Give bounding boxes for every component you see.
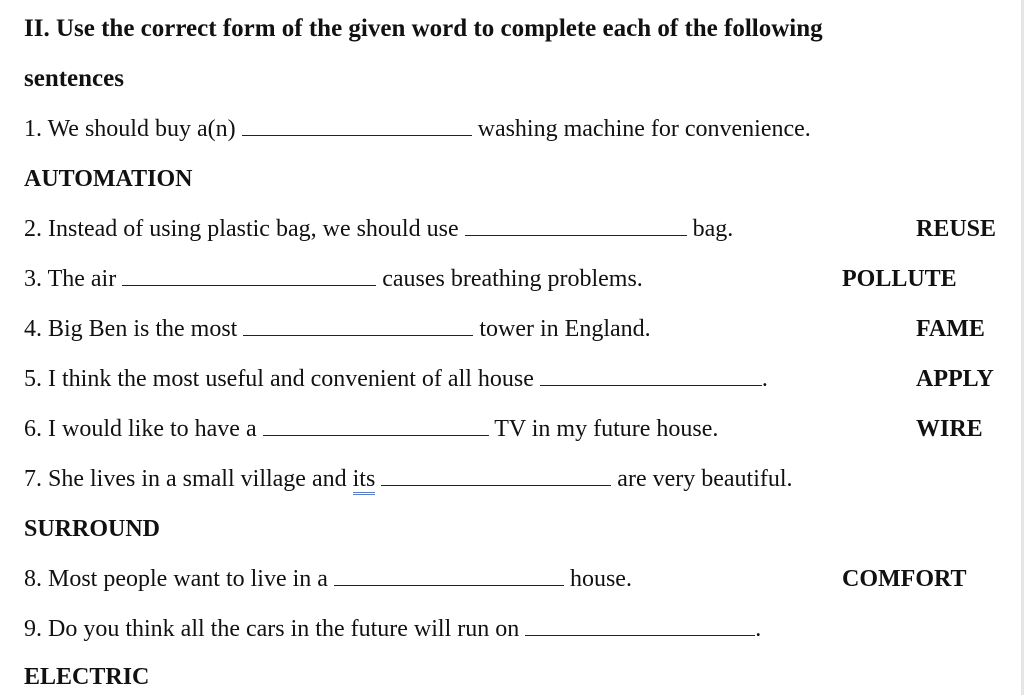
answer-blank[interactable] [540, 365, 762, 386]
instruction-heading-continued: sentences [24, 65, 124, 92]
question-3 [24, 264, 643, 294]
answer-blank[interactable] [243, 315, 473, 336]
question-number: 1. [24, 116, 42, 142]
question-text-after: causes breathing problems. [382, 266, 643, 292]
question-4 [24, 314, 651, 344]
question-5 [24, 364, 768, 394]
question-text-after: tower in England. [479, 316, 651, 342]
answer-blank[interactable] [525, 615, 755, 636]
question-text-before: Most people want to live in a [48, 566, 328, 592]
question-number: 8. [24, 566, 42, 592]
question-8 [24, 564, 632, 594]
question-number: 2. [24, 216, 42, 242]
question-number: 7. [24, 466, 42, 492]
question-7 [24, 464, 793, 494]
question-text-before: The air [47, 266, 117, 292]
question-text-before: We should buy a(n) [47, 116, 236, 142]
question-text-after: house. [569, 566, 632, 592]
question-text-before: Do you think all the cars in the future will run on [48, 616, 520, 642]
question-9 [24, 614, 761, 644]
keyword-8: COMFORT [842, 566, 967, 592]
keyword-3: POLLUTE [842, 266, 957, 292]
answer-blank[interactable] [465, 215, 687, 236]
question-text-before: I would like to have a [48, 416, 257, 442]
answer-blank[interactable] [381, 465, 611, 486]
question-text-after: washing machine for convenience. [477, 116, 811, 142]
keyword-2: REUSE [916, 216, 997, 242]
question-text-before: Instead of using plastic bag, we should use [48, 216, 459, 242]
question-text-after: are very beautiful. [617, 466, 793, 492]
keyword-6: WIRE [916, 416, 983, 442]
question-text-after: . [761, 366, 768, 392]
answer-blank[interactable] [242, 115, 472, 136]
answer-blank[interactable] [263, 415, 489, 436]
question-text-before: She lives in a small village and [48, 466, 347, 492]
question-number: 3. [24, 266, 42, 292]
question-number: 5. [24, 366, 42, 392]
question-text-before: I think the most useful and convenient of all house [48, 366, 534, 392]
keyword-4: FAME [916, 316, 985, 342]
question-1 [24, 114, 811, 144]
question-number: 4. [24, 316, 42, 342]
answer-blank[interactable] [122, 265, 376, 286]
grammar-flagged-word[interactable]: its [353, 466, 376, 495]
answer-blank[interactable] [334, 565, 564, 586]
question-text-after: bag. [692, 216, 734, 242]
question-text-after: TV in my future house. [494, 416, 719, 442]
question-2 [24, 214, 733, 244]
keyword-1: AUTOMATION [24, 166, 193, 192]
keyword-9: ELECTRIC [24, 664, 150, 690]
instruction-heading: II. Use the correct form of the given word to complete each of the following [24, 15, 823, 42]
question-number: 9. [24, 616, 42, 642]
question-6 [24, 414, 718, 444]
question-text-after: . [755, 616, 762, 642]
keyword-7: SURROUND [24, 516, 161, 542]
question-number: 6. [24, 416, 42, 442]
question-text-before: Big Ben is the most [48, 316, 238, 342]
keyword-5: APPLY [916, 366, 994, 392]
